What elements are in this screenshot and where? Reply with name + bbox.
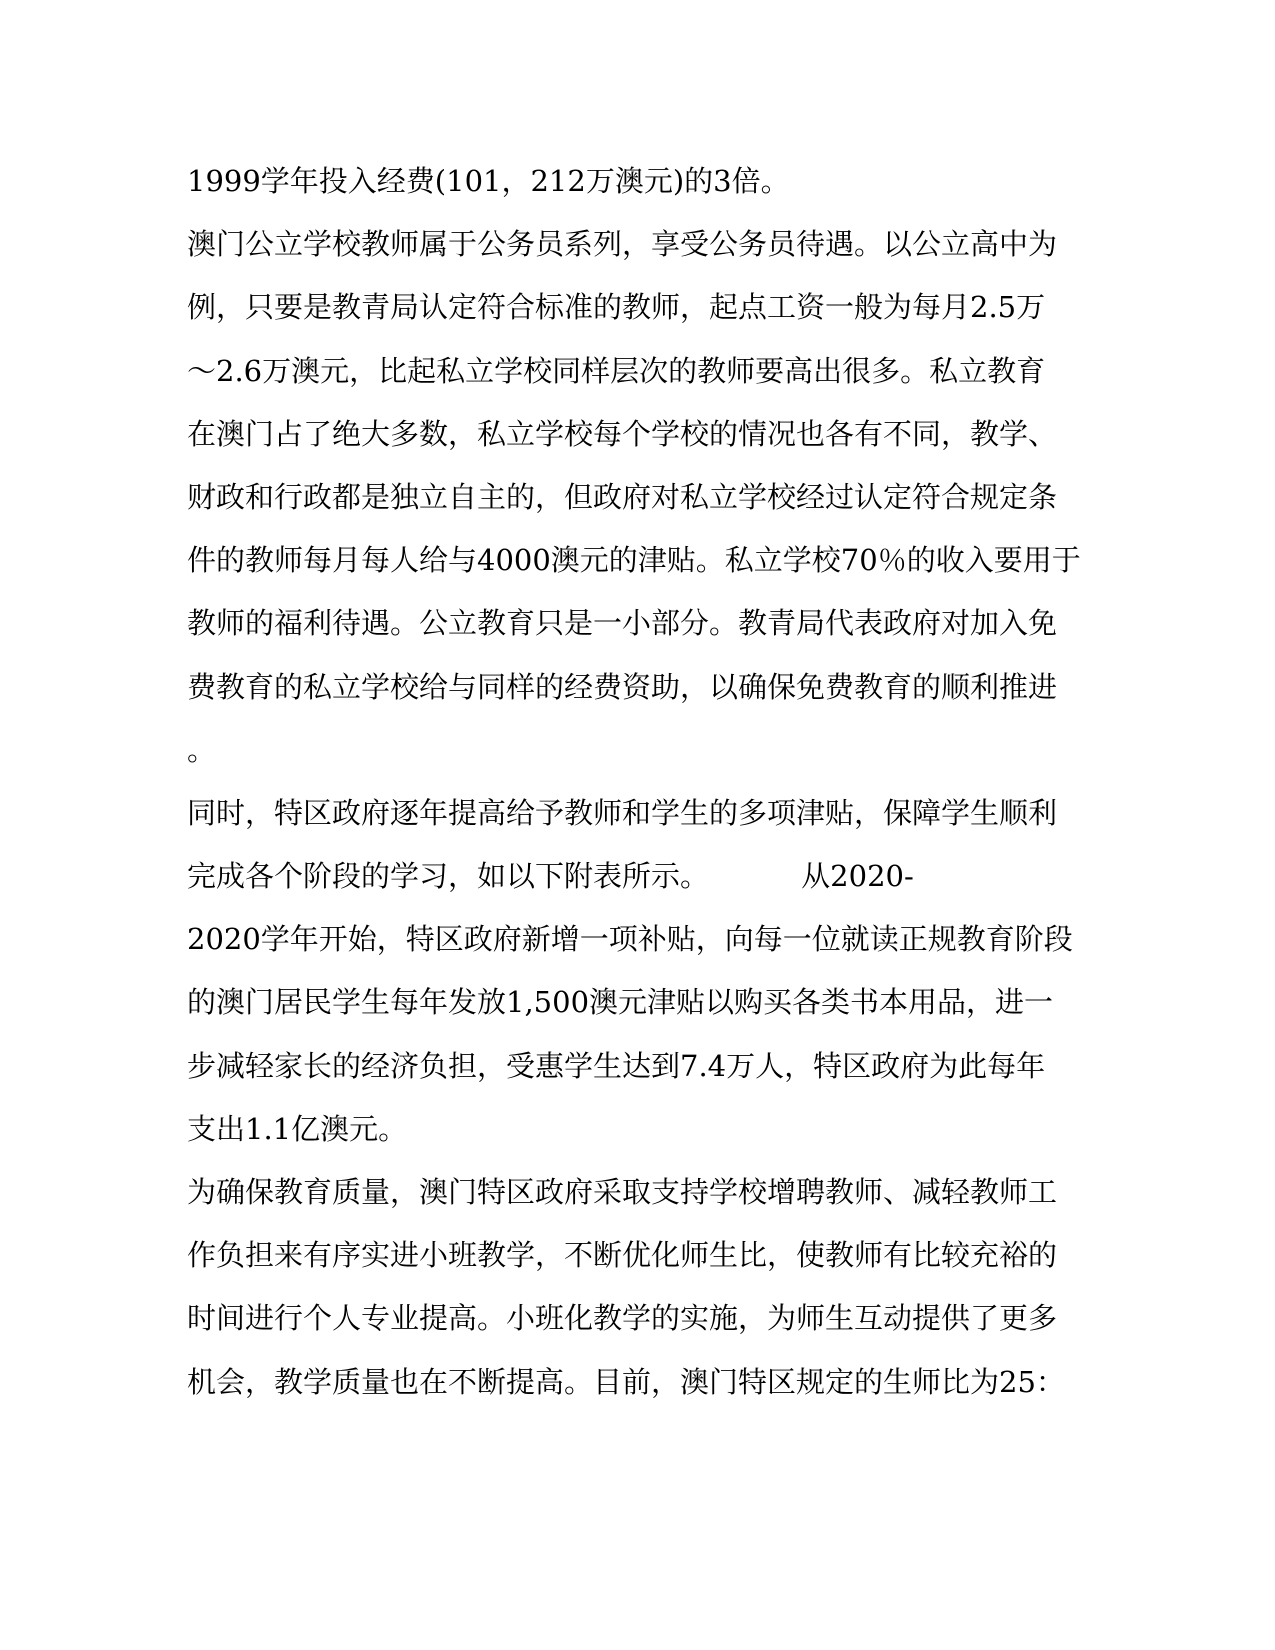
text-line: 1999学年投入经费(101，212万澳元)的3倍。 [187,164,790,198]
text-line: 教师的福利待遇。公立教育只是一小部分。教青局代表政府对加入免 [187,606,1058,641]
text-line: 在澳门占了绝大多数，私立学校每个学校的情况也各有不同，教学、 [187,416,1058,451]
text-line: 2020学年开始，特区政府新增一项补贴，向每一位就读正规教育阶段 [187,922,1073,957]
text-line: 费教育的私立学校给与同样的经费资助，以确保免费教育的顺利推进 [187,669,1058,704]
text-line: 为确保教育质量，澳门特区政府采取支持学校增聘教师、减轻教师工 [187,1175,1058,1209]
text-line: 作负担来有序实进小班教学，不断优化师生比，使教师有比较充裕的 [187,1238,1058,1273]
text-line: 澳门公立学校教师属于公务员系列，享受公务员待遇。以公立高中为 [187,227,1058,262]
text-line: 步减轻家长的经济负担，受惠学生达到7.4万人，特区政府为此每年 [187,1048,1046,1083]
text-line: 支出1.1亿澳元。 [187,1111,408,1146]
text-line: 时间进行个人专业提高。小班化教学的实施，为师生互动提供了更多 [187,1301,1058,1336]
text-line: 财政和行政都是独立自主的，但政府对私立学校经过认定符合规定条 [187,479,1058,514]
text-line: 完成各个阶段的学习，如以下附表所示。 从2020- [187,859,914,894]
text-line: 。 [187,732,217,767]
text-line: 的澳门居民学生每年发放1,500澳元津贴以购买各类书本用品，进一 [187,985,1054,1020]
text-line: 机会，教学质量也在不断提高。目前，澳门特区规定的生师比为25： [187,1364,1065,1399]
text-line: 同时，特区政府逐年提高给予教师和学生的多项津贴，保障学生顺利 [187,795,1058,830]
text-line: 件的教师每月每人给与4000澳元的津贴。私立学校70％的收入要用于 [187,543,1081,578]
body-text [187,150,1081,1414]
text-line: ～2.6万澳元，比起私立学校同样层次的教师要高出很多。私立教育 [187,353,1046,388]
text-line: 例，只要是教青局认定符合标准的教师，起点工资一般为每月2.5万 [187,290,1046,325]
